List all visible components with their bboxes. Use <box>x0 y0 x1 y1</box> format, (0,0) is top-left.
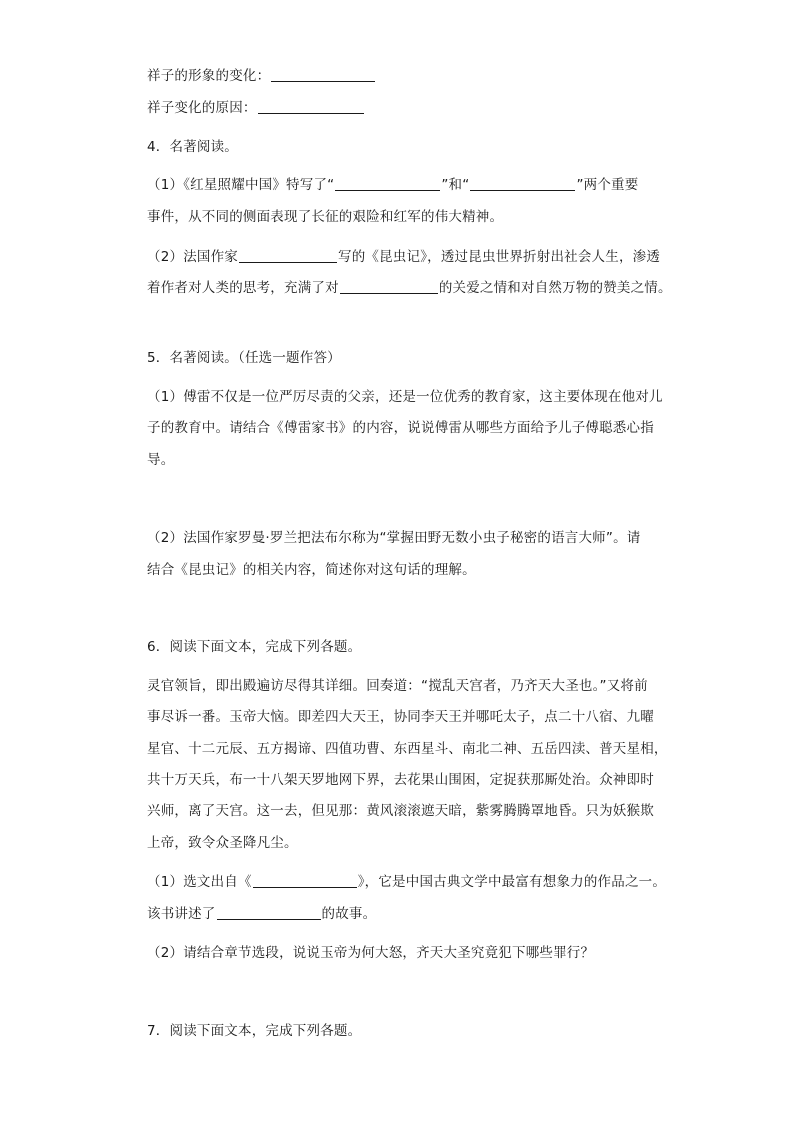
passage-line-5: 兴师，离了天宫。这一去，但见那：黄风滚滚遮天暗，紫雾腾腾罩地昏。只为妖猴欺 <box>147 803 654 819</box>
text: （1）《红星照耀中国》特写了“ <box>147 177 335 193</box>
question-4-1-line-1 <box>147 175 638 195</box>
text: ”两个重要 <box>576 177 639 193</box>
answer-blank[interactable] <box>271 66 375 82</box>
answer-blank[interactable] <box>335 175 440 191</box>
question-4-2-line-2 <box>147 278 672 298</box>
passage-line-4: 共十万天兵，布一十八架天罗地网下界，去花果山围困，定捉获那厮处治。众神即时 <box>147 772 654 788</box>
question-5-2-line-1: （2）法国作家罗曼·罗兰把法布尔称为“掌握田野无数小虫子秘密的语言大师”。请 <box>147 530 641 546</box>
question-4-1-line-2: 事件，从不同的侧面表现了长征的艰险和红军的伟大精神。 <box>147 209 504 225</box>
question-5-2-line-2: 结合《昆虫记》的相关内容，简述你对这句话的理解。 <box>147 562 476 578</box>
text: 的故事。 <box>321 906 377 922</box>
text: （1）选文出自《 <box>147 874 252 890</box>
text: 写的《昆虫记》，透过昆虫世界折射出社会人生，渗透 <box>338 249 661 265</box>
text: 该书讲述了 <box>147 906 216 922</box>
question-6-2: （2）请结合章节选段，说说玉帝为何大怒，齐天大圣究竟犯下哪些罪行？ <box>147 945 595 961</box>
question-5-title: 5．名著阅读。（任选一题作答） <box>147 350 341 366</box>
question-4-2-line-1 <box>147 247 660 267</box>
text: 祥子的形象的变化： <box>147 68 271 84</box>
question-5-1-line-2: 子的教育中。请结合《傅雷家书》的内容，说说傅雷从哪些方面给予儿子傅聪悉心指 <box>147 420 654 436</box>
question-7-title: 7．阅读下面文本，完成下列各题。 <box>147 1023 362 1039</box>
question-5-1-line-1: （1）傅雷不仅是一位严厉尽责的父亲，还是一位优秀的教育家，这主要体现在他对儿 <box>147 389 663 405</box>
question-6-1-line-2 <box>147 904 376 924</box>
question-4-title: 4．名著阅读。 <box>147 139 238 155</box>
line-xiangzi-change <box>147 66 376 86</box>
passage-line-2: 事尽诉一番。玉帝大恼。即差四大天王，协同李天王并哪吒太子，点二十八宿、九曜 <box>147 709 654 725</box>
text: （2）法国作家 <box>147 249 238 265</box>
answer-blank[interactable] <box>258 98 364 114</box>
question-5-1-line-3: 导。 <box>147 452 175 468</box>
text: 》，它是中国古典文学中最富有想象力的作品之一。 <box>357 874 667 890</box>
question-6-1-line-1 <box>147 872 666 892</box>
line-xiangzi-reason <box>147 98 365 118</box>
text: ”和“ <box>441 177 470 193</box>
answer-blank[interactable] <box>239 247 337 263</box>
passage-line-1: 灵官领旨，即出殿遍访尽得其详细。回奏道：“搅乱天宫者，乃齐天大圣也。”又将前 <box>147 678 648 694</box>
passage-line-6: 上帝，致令众圣降凡尘。 <box>147 835 298 851</box>
answer-blank[interactable] <box>340 278 438 294</box>
question-6-title: 6．阅读下面文本，完成下列各题。 <box>147 639 362 655</box>
text: 的关爱之情和对自然万物的赞美之情。 <box>438 280 672 296</box>
answer-blank[interactable] <box>470 175 575 191</box>
answer-blank[interactable] <box>217 904 321 920</box>
text: 着作者对人类的思考，充满了对 <box>147 280 339 296</box>
passage-line-3: 星官、十二元辰、五方揭谛、四值功曹、东西星斗、南北二神、五岳四渎、普天星相， <box>147 741 668 757</box>
answer-blank[interactable] <box>253 872 357 888</box>
text: 祥子变化的原因： <box>147 100 257 116</box>
